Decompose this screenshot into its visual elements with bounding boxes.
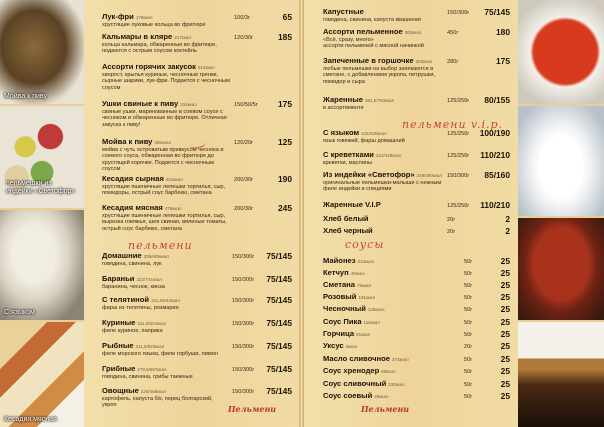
sauce-item-name: Соус сливочный (323, 379, 387, 388)
menu-item (102, 205, 292, 232)
sauce-item (323, 393, 510, 401)
menu-item-name: С языком (323, 128, 360, 137)
menu-item-name: С креветками (323, 150, 374, 159)
menu-item-price: 100/190 (479, 128, 510, 138)
sauce-item-price: 25 (500, 268, 510, 278)
right-photo-strip (518, 0, 604, 427)
menu-item (323, 172, 510, 193)
menu-item-kcal: 311,5/623ккал (137, 321, 167, 326)
sauce-item-price: 25 (500, 366, 510, 376)
menu-item (102, 34, 292, 55)
menu-item-price: 245 (278, 203, 292, 213)
menu-item-price: 175 (278, 99, 292, 109)
menu-item-description: любые пельмешки на выбор запекаются в сметане, с добавлением укропа, петрушки, помидор и сыра (323, 65, 436, 85)
photo-red-sauce-bowl (518, 0, 604, 104)
menu-item-kcal: 512ккал (197, 65, 215, 70)
sauce-item-price: 25 (500, 317, 510, 327)
menu-item-header (102, 101, 292, 109)
menu-item-kcal: 363ккал (404, 30, 422, 35)
menu-item-weight: 450г (447, 30, 459, 36)
sauce-item-weight: 50г (464, 357, 473, 363)
sauce-item-name: Горчица (323, 329, 355, 338)
menu-item (323, 9, 510, 23)
menu-item-price: 2 (505, 214, 510, 224)
menu-item-description: хворост, крылья куриные, чесночные гренки, сырные шарики, лук-фри. Подается с чесночным соусом (102, 71, 230, 91)
sauce-item-weight: 50г (464, 271, 473, 277)
page-fold (299, 0, 304, 427)
menu-item-description: говядина, свинина, грибы таежные (102, 373, 193, 380)
sauce-item (323, 294, 510, 302)
menu-item-weight: 150/300г (447, 10, 470, 16)
menu-item-price: 80/155 (484, 95, 510, 105)
sauce-item-header (323, 368, 510, 376)
left-photo-strip (0, 0, 84, 427)
menu-item-weight: 280г (447, 59, 459, 65)
menu-item-name: Кесадия мясная (102, 203, 163, 212)
menu-item-weight: 150/300г (232, 367, 255, 373)
sauce-item-header (323, 306, 510, 314)
menu-item-weight: 120/20г (234, 140, 254, 146)
sauce-item-name: Сметана (323, 280, 355, 289)
menu-item (323, 97, 510, 111)
menu-item-header (323, 172, 510, 180)
menu-item-name: Хлеб белый (323, 214, 369, 223)
sauce-item-price: 25 (500, 292, 510, 302)
menu-item-header (102, 205, 292, 213)
sauce-item-name: Розовый (323, 292, 357, 301)
menu-item-name: Бараньи (102, 274, 135, 283)
menu-item-weight: 125/250г (447, 203, 470, 209)
menu-item-kcal: 461ккал (165, 177, 183, 182)
sauce-item-kcal: 81ккал (356, 332, 371, 337)
menu-item-description: фарш из телятины, розмарин (102, 304, 179, 311)
sauce-item-price: 25 (500, 379, 510, 389)
menu-item-price: 75/145 (266, 295, 292, 305)
menu-item-name: Ассорти горячих закусок (102, 62, 196, 71)
sauce-item-kcal: 80ккал (381, 369, 396, 374)
sauce-item (323, 258, 510, 266)
sauce-item-weight: 20г (464, 344, 473, 350)
sauce-item-kcal: 3ккал (345, 344, 358, 349)
menu-item-description: картофель, капуста б/к, перец болгарский, укроп (102, 395, 213, 409)
menu-item-header (323, 97, 510, 105)
sauce-item-header (323, 270, 510, 278)
menu-item (102, 320, 292, 334)
menu-item (102, 366, 292, 380)
menu-item-name: Грибные (102, 364, 136, 373)
sauce-item-header (323, 294, 510, 302)
sauce-item (323, 381, 510, 389)
photo-ketchup (518, 218, 604, 320)
menu-item-price: 190 (278, 174, 292, 184)
menu-item (102, 343, 292, 357)
sauce-item-weight: 50г (464, 283, 473, 289)
menu-item-weight: 125/250г (447, 153, 470, 159)
sauce-item-kcal: 40ккал (350, 271, 365, 276)
menu-item-description: хрустящие луковые кольца во фритюре (102, 21, 206, 28)
sauce-item-kcal: 115ккал (363, 320, 380, 325)
menu-item-header (102, 34, 292, 42)
menu-item-kcal: 335/609ккал (143, 254, 170, 259)
sauce-item (323, 270, 510, 278)
menu-item-header (102, 320, 292, 328)
menu-item-name: Кесадия сырная (102, 174, 164, 183)
menu-item-weight: 125/250г (447, 131, 470, 137)
sauce-item-name: Кетчуп (323, 268, 349, 277)
menu-item-description: язык говяжий, фарш домашний (323, 137, 405, 144)
menu-item-kcal: 381,5/763ккал (364, 98, 395, 103)
menu-item-weight: 150/300г (232, 321, 255, 327)
menu-item (102, 14, 292, 28)
menu-item (102, 176, 292, 197)
menu-item-description: хрустящие пшеничные лепешки тортилья, сыр, помидоры, острый соус барбекю, сметана (102, 183, 226, 197)
sauce-item-weight: 50г (464, 295, 473, 301)
menu-item-description: говядина, свинина, лук (102, 260, 162, 267)
menu-item-weight: 150/300г (232, 389, 255, 395)
menu-item-price: 75/145 (266, 318, 292, 328)
menu-item (102, 253, 292, 267)
menu-item-name: Хлеб черный (323, 226, 373, 235)
menu-item-price: 185 (278, 32, 292, 42)
sauce-item-header (323, 282, 510, 290)
photo-soy-sauce (518, 322, 604, 427)
menu-item-name: Мойва к пиву (102, 137, 153, 146)
sauce-item-weight: 50г (464, 259, 473, 265)
sauce-item-header (323, 393, 510, 401)
sauce-item-name: Соус соевый (323, 391, 373, 400)
menu-item-price: 65 (282, 12, 292, 22)
sauce-item-name: Соус Пика (323, 317, 362, 326)
sauce-item-kcal: 135ккал (367, 307, 385, 312)
menu-item-name: Жаренные (323, 95, 363, 104)
menu-item-price: 110/210 (480, 200, 510, 210)
menu-item-weight: 100/3г (234, 15, 251, 21)
menu-item-header (102, 388, 292, 396)
menu-item-header (102, 366, 292, 374)
sauce-item-kcal: 230ккал (388, 382, 405, 387)
menu-item-description: филе морского языка, филе горбуши, лимон (102, 350, 218, 357)
sauce-item-kcal: 75ккал (356, 283, 372, 288)
menu-item-kcal: 353ккал (415, 59, 433, 64)
menu-item-kcal: 217ккал (174, 35, 191, 40)
menu-item (102, 64, 292, 91)
menu-item-kcal: 316ккал (180, 102, 197, 107)
menu-item-header (102, 64, 292, 72)
menu-item-price: 85/160 (484, 170, 510, 180)
sauce-item-price: 25 (500, 341, 510, 351)
sauce-item-weight: 50г (464, 369, 473, 375)
section-title-dumplings: пельмени (128, 239, 193, 252)
menu-item-price: 180 (496, 27, 510, 37)
menu-item-description: «Всё, сразу, много» ассорти пельменей с мясной начинкой (323, 36, 424, 50)
sauce-item-kcal: 191ккал (358, 295, 376, 300)
sauce-item-price: 25 (500, 280, 510, 290)
sauce-item-name: Чесночный (323, 304, 366, 313)
menu-item-name: Домашние (102, 251, 142, 260)
menu-item-name: Рыбные (102, 341, 134, 350)
menu-item-description: в ассортименте (323, 104, 364, 111)
menu-item-weight: 120/30г (234, 35, 254, 41)
sauce-item (323, 343, 510, 351)
logo-right: Пельмени (361, 404, 410, 414)
menu-item (323, 202, 510, 210)
sauce-item-header (323, 343, 510, 351)
menu-item (323, 29, 510, 50)
menu-item-name: С телятиной (102, 295, 150, 304)
menu-item (323, 58, 510, 85)
menu-item-header (102, 176, 292, 184)
menu-item (102, 276, 292, 290)
menu-item-header (323, 9, 510, 17)
menu-item-weight: 125/250г (447, 98, 470, 104)
menu-item-price: 75/145 (266, 341, 292, 351)
sauce-item-header (323, 331, 510, 339)
menu-item-description: говядина, свинина, капуста квашеная (323, 16, 421, 23)
menu-item-name: Жаренные V.I.P (323, 200, 381, 209)
menu-item-price: 110/210 (480, 150, 510, 160)
menu-item-price: 175 (496, 56, 510, 66)
menu-item-weight: 20г (447, 217, 456, 223)
sauce-item-kcal: 313ккал (357, 259, 375, 264)
menu-item-weight: 150/300г (232, 277, 255, 283)
menu-item-kcal: 178ккал (135, 15, 153, 20)
menu-item-weight: 200/30г (234, 206, 254, 212)
menu-item-name: Ушки свиные к пиву (102, 99, 179, 108)
sauce-item-header (323, 381, 510, 389)
sauce-item-price: 25 (500, 256, 510, 266)
sauce-item-weight: 50г (464, 307, 473, 313)
sauce-item-kcal: 26ккал (374, 394, 389, 399)
menu-item-weight: 150/300г (232, 254, 255, 260)
sauce-item-name: Масло сливочное (323, 354, 390, 363)
menu-item-price: 125 (278, 137, 292, 147)
sauce-item-name: Уксус (323, 341, 344, 350)
sauce-item-kcal: 374ккал (391, 357, 409, 362)
menu-item-weight: 200/30г (234, 177, 254, 183)
menu-item-description: креветки, маслины (323, 159, 372, 166)
sauce-item-price: 25 (500, 391, 510, 401)
sauce-item-price: 25 (500, 354, 510, 364)
menu-item-header (323, 29, 510, 37)
sauce-item-header (323, 319, 510, 327)
photo-caption: Мойва к пиву (4, 93, 47, 100)
menu-item-price: 75/145 (484, 7, 510, 17)
menu-item (323, 130, 510, 144)
menu-item-description: филе куриное, паприка (102, 327, 163, 334)
menu-item (323, 152, 510, 166)
menu-item-header (102, 253, 292, 261)
sauce-item (323, 331, 510, 339)
menu-item-name: Капустные (323, 7, 364, 16)
photo-tongue-dumplings (0, 210, 84, 320)
sauce-item-name: Майонез (323, 256, 356, 265)
menu-item-kcal: 406ккал (154, 140, 172, 145)
photo-caption: С языком (4, 309, 35, 316)
menu-item-name: Из индейки «Светофор» (323, 170, 415, 179)
menu-item-price: 75/145 (266, 364, 292, 374)
menu-item (102, 297, 292, 311)
sauce-item-weight: 50г (464, 382, 473, 388)
sauce-item-price: 25 (500, 304, 510, 314)
menu-item-kcal: 311,5/643ккал (151, 298, 180, 303)
sauce-item-name: Соус хренодер (323, 366, 380, 375)
menu-item (323, 216, 510, 224)
menu-item-description: кольца кальмара, обжаренные во фритюре, подаются с острым соусом коктейль (102, 41, 217, 55)
menu-item-weight: 20г (447, 229, 456, 235)
menu-item-header (323, 58, 510, 66)
sauce-item-weight: 50г (464, 320, 473, 326)
menu-item-name: Запеченные в горшочке (323, 56, 414, 65)
menu-item-name: Лук-фри (102, 12, 134, 21)
menu-item-price: 75/145 (266, 274, 292, 284)
menu-item-kcal: 479ккал (164, 206, 182, 211)
menu-item-header (102, 297, 292, 305)
section-title-vip: пельмени v.i.p. (402, 118, 504, 131)
menu-item (323, 228, 510, 236)
menu-item-weight: 150/300г (447, 173, 470, 179)
menu-item-header (102, 343, 292, 351)
sauce-item (323, 282, 510, 290)
photo-meat-quesadilla (0, 322, 84, 427)
photo-caption: Кесадия мясная (4, 416, 57, 423)
menu-item (102, 101, 292, 128)
menu-item-weight: 150/300г (232, 344, 255, 350)
menu-item-name: Ассорти пельменное (323, 27, 403, 36)
sauce-item (323, 356, 510, 364)
menu-item-description: хрустящие пшеничные лепешки тортилья, сыр, вырезка говяжья, шея свиная, вяленые томаты, острый соус барбекю, сметана (102, 212, 227, 232)
menu-item-kcal: 278,5/557ккал (137, 367, 167, 372)
photo-turkey-dumplings (0, 106, 84, 208)
menu-item-header (323, 228, 510, 236)
menu-item-kcal: 215/430ккал (361, 131, 387, 136)
menu-item-name: Куриные (102, 318, 136, 327)
menu-item-description: свиные ушки, маринованные в соевом соусе с чесноком и обжаренные во фритюре. Отличная закуска к пиву! (102, 108, 227, 128)
sauce-item (323, 319, 510, 327)
menu-item-price: 75/145 (266, 251, 292, 261)
photo-fried-capelin (0, 0, 84, 104)
menu-item-description: мойва с чуть островатым привкусом чеснока и соевого соуса, обжаренная во фритюре до хрустящей корочки. Подается с чесночным соусом (102, 146, 224, 173)
menu-item-kcal: 322/744ккал (136, 277, 162, 282)
menu-item-kcal: 311,5/623ккал (135, 344, 165, 349)
photo-caption: пельмешки из индейки «Светофор» (6, 180, 76, 195)
menu-item-description: баранина, чеснок, кинза (102, 283, 165, 290)
sauce-item-header (323, 258, 510, 266)
sauce-item-header (323, 356, 510, 364)
logo-left: Пельмени (228, 404, 277, 414)
sauce-item (323, 368, 510, 376)
section-title-sauces: соусы (345, 238, 385, 251)
menu-item-description: оригинальные пельмешки-малыши с нежным филе индейки и специями (323, 179, 442, 193)
sauce-item-weight: 50г (464, 394, 473, 400)
sauce-item (323, 306, 510, 314)
menu-item-header (102, 14, 292, 22)
menu-item-kcal: 224/469ккал (140, 389, 167, 394)
menu-item-name: Кальмары в кляре (102, 32, 173, 41)
menu-item-weight: 150/50/5г (234, 102, 258, 108)
sauce-item-price: 25 (500, 329, 510, 339)
menu-item-weight: 150/300г (232, 298, 255, 304)
menu-item-kcal: 224/448ккал (375, 153, 402, 158)
menu-item-kcal: 249/480ккал (416, 173, 443, 178)
menu-item-price: 2 (505, 226, 510, 236)
menu-item-header (323, 216, 510, 224)
menu-item-name: Овощные (102, 386, 139, 395)
menu-item-price: 75/145 (266, 386, 292, 396)
sauce-item-weight: 50г (464, 332, 473, 338)
photo-sour-cream (518, 106, 604, 216)
menu-item-header (102, 276, 292, 284)
